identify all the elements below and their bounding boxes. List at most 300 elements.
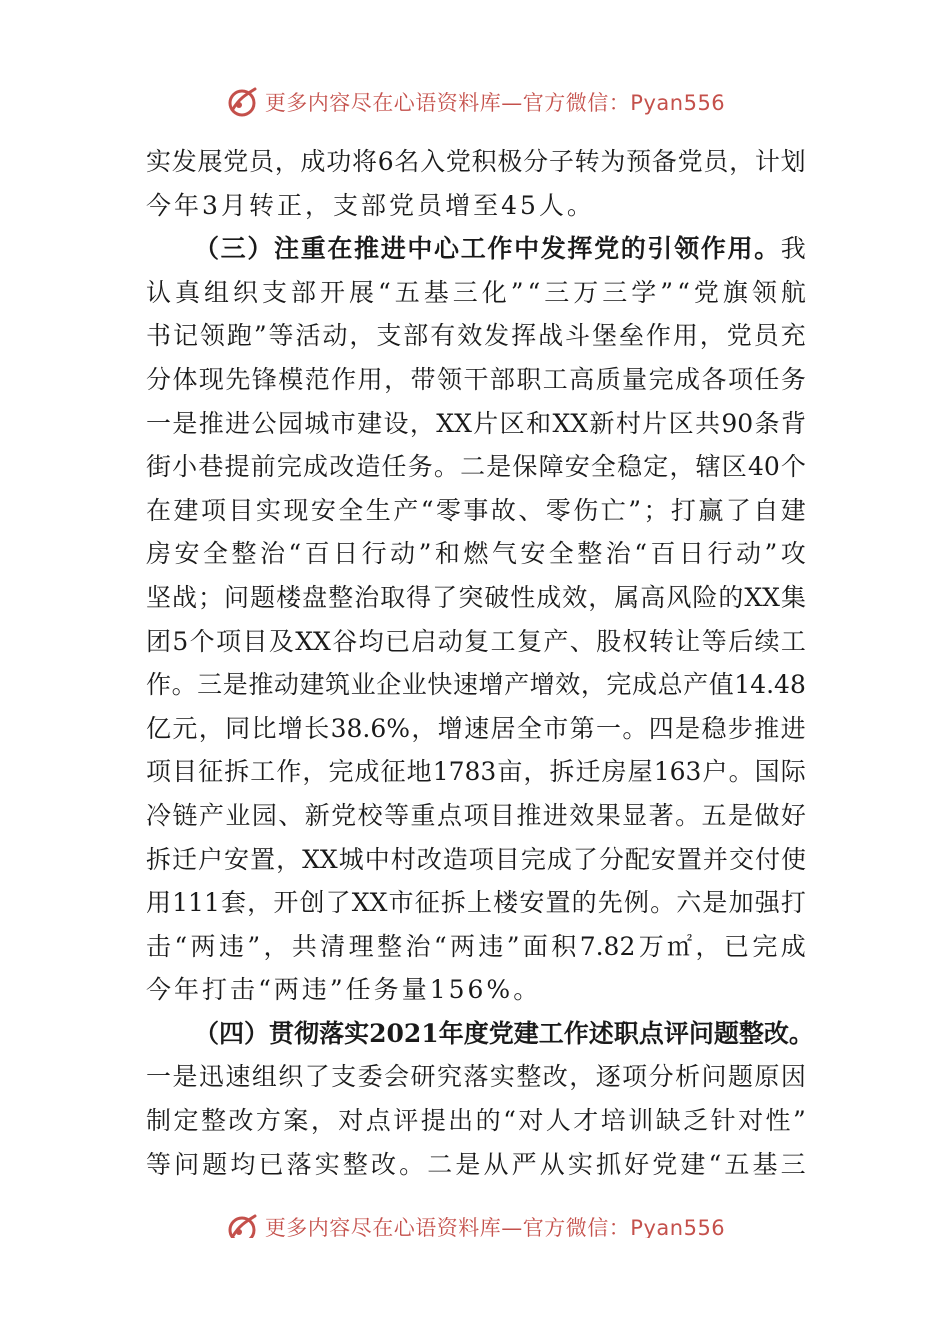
- body-text: 党: [223, 147, 249, 176]
- body-text: ，: [580, 670, 606, 700]
- body-text: 成: [546, 844, 572, 874]
- body-text: 等: [384, 800, 410, 830]
- body-text: 逐: [595, 1062, 621, 1092]
- body-text: 领: [199, 321, 225, 351]
- section-heading-text: 。: [788, 1018, 814, 1048]
- body-text: 冷: [146, 800, 172, 830]
- body-text: 先: [597, 888, 623, 918]
- section-heading-text: 实: [344, 1018, 370, 1048]
- body-text: “: [503, 1106, 516, 1136]
- body-text: 权: [622, 626, 648, 656]
- body-text: ，: [276, 844, 302, 874]
- section-heading-text: 落: [319, 1018, 345, 1048]
- body-text: 针: [710, 1106, 736, 1136]
- body-text: ，: [523, 757, 549, 787]
- brush-logo-icon: [225, 1212, 259, 1238]
- body-text: 让: [675, 626, 701, 656]
- body-text: 违: [301, 975, 330, 1005]
- body-text: 分: [598, 844, 624, 874]
- body-text: 人: [538, 190, 567, 220]
- body-text: 析: [675, 1062, 701, 1092]
- body-text: 楼: [493, 888, 519, 918]
- body-text: 置: [545, 888, 571, 918]
- body-text: 得: [406, 582, 432, 612]
- body-text: 造: [355, 452, 381, 482]
- body-text: 片: [473, 408, 499, 438]
- body-text: 第: [569, 713, 595, 743]
- text-line: [146, 576, 806, 620]
- section-heading-text: （: [194, 234, 220, 264]
- body-text: 征: [198, 757, 224, 787]
- body-text: 增: [437, 713, 463, 743]
- body-text: 学: [631, 277, 657, 307]
- body-text: 任: [754, 364, 780, 394]
- text-line: [146, 620, 806, 664]
- body-text: XX: [302, 844, 338, 874]
- body-text: 开: [273, 888, 299, 918]
- body-text: 稳: [701, 713, 727, 743]
- section-heading-text: （: [194, 1018, 220, 1048]
- section-heading-text: 述: [588, 1018, 614, 1048]
- body-text: 高: [569, 364, 595, 394]
- body-text: 建: [357, 408, 383, 438]
- body-text: 并: [702, 844, 728, 874]
- body-text: 理: [348, 931, 374, 961]
- body-text: 是: [702, 888, 728, 918]
- body-text: 启: [411, 626, 437, 656]
- body-text: 亡: [600, 495, 626, 525]
- text-line: [146, 925, 806, 969]
- section-heading-text: 三: [220, 234, 246, 264]
- section-heading-text: 挥: [567, 234, 593, 264]
- body-text: 目: [228, 495, 254, 525]
- body-text: ，: [699, 321, 725, 351]
- body-text: 安: [564, 452, 590, 482]
- body-text: 职: [516, 364, 542, 394]
- body-text: 治: [354, 582, 380, 612]
- body-text: 全: [590, 452, 616, 482]
- body-text: 三: [602, 277, 628, 307]
- body-text: 是: [675, 713, 701, 743]
- section-heading-text: 作: [487, 234, 513, 264]
- body-text: 展: [197, 147, 223, 176]
- body-text: 。: [566, 190, 595, 220]
- body-text: 好: [624, 1149, 650, 1179]
- text-line: [146, 402, 806, 446]
- body-text: 链: [172, 800, 198, 830]
- body-text: 任: [345, 975, 374, 1005]
- body-text: 长: [304, 713, 330, 743]
- body-text: 整: [516, 1062, 542, 1092]
- body-text: 房: [601, 757, 627, 787]
- text-line: [146, 794, 806, 838]
- body-text: 违: [478, 931, 504, 961]
- body-text: ”: [793, 1106, 806, 1136]
- body-text: 股: [596, 626, 622, 656]
- body-text: 行: [707, 539, 733, 569]
- body-text: 子: [548, 147, 574, 176]
- body-text: 成: [354, 757, 380, 787]
- body-text: 气: [491, 539, 517, 569]
- body-text: 复: [516, 626, 542, 656]
- body-text: 问: [701, 1062, 727, 1092]
- body-text: 征: [380, 757, 406, 787]
- body-text: 高: [640, 582, 666, 612]
- body-text: 同: [225, 713, 251, 743]
- body-text: 区: [499, 408, 525, 438]
- body-text: 项: [216, 626, 242, 656]
- body-text: 共: [695, 408, 721, 438]
- body-text: 部: [291, 277, 317, 307]
- body-text: 日: [333, 539, 359, 569]
- body-text: 造: [442, 844, 468, 874]
- body-text: 积: [551, 931, 577, 961]
- body-text: ”: [510, 277, 524, 307]
- body-text: 五: [701, 800, 727, 830]
- body-text: 置: [250, 844, 276, 874]
- body-text: 动: [390, 539, 416, 569]
- body-text: 业: [401, 670, 427, 700]
- body-text: 部: [403, 321, 429, 351]
- body-text: 显: [622, 800, 648, 830]
- body-text: ，: [263, 931, 289, 961]
- text-line: [146, 184, 806, 228]
- body-text: 模: [278, 364, 304, 394]
- body-text: 产: [198, 800, 224, 830]
- body-text: 党: [693, 277, 719, 307]
- body-text: 作: [331, 364, 357, 394]
- body-text: 。: [675, 800, 701, 830]
- body-text: ㎡: [667, 931, 693, 961]
- body-text: 二: [427, 1149, 453, 1179]
- body-text: 产: [393, 495, 419, 525]
- body-text: 房: [146, 539, 172, 569]
- body-text: 动: [437, 626, 463, 656]
- body-text: 行: [361, 539, 387, 569]
- body-text: 点: [365, 1106, 391, 1136]
- body-text: 党: [726, 321, 752, 351]
- body-text: 四: [648, 713, 674, 743]
- body-text: 两: [190, 931, 216, 961]
- section-heading-text: 2021: [369, 1018, 439, 1048]
- text-line: [146, 881, 806, 925]
- body-text: 5: [172, 626, 189, 656]
- body-text: 改: [542, 1062, 568, 1092]
- body-text: 二: [460, 452, 486, 482]
- body-text: 国: [754, 757, 780, 787]
- body-text: 及: [268, 626, 294, 656]
- body-text: 一: [146, 1062, 172, 1092]
- body-text: 项: [200, 495, 226, 525]
- body-text: 建: [680, 1149, 706, 1179]
- body-text: 推: [248, 670, 274, 700]
- body-text: 强: [754, 888, 780, 918]
- body-text: 7.82: [579, 931, 636, 961]
- body-text: 有: [430, 321, 456, 351]
- body-text: 增: [529, 670, 555, 700]
- body-text: 题: [202, 1149, 228, 1179]
- section-heading-text: 推: [354, 234, 380, 264]
- body-text: ”: [506, 931, 520, 961]
- section-heading-text: 度: [463, 1018, 489, 1048]
- body-text: 、: [569, 626, 595, 656]
- body-text: 领: [751, 277, 777, 307]
- body-text: 实: [489, 1062, 515, 1092]
- body-text: “: [258, 975, 274, 1005]
- body-text: 自: [753, 495, 779, 525]
- body-text: 风: [666, 582, 692, 612]
- body-text: 乏: [683, 1106, 709, 1136]
- body-text: 击: [146, 931, 172, 961]
- body-text: 了: [304, 1062, 330, 1092]
- body-text: 整: [231, 539, 257, 569]
- body-text: 完: [328, 757, 354, 787]
- section-heading-text: 题: [713, 1018, 739, 1048]
- body-text: 两: [273, 975, 302, 1005]
- body-text: 元: [172, 713, 198, 743]
- body-text: 作: [276, 757, 302, 787]
- body-text: 基: [752, 1149, 778, 1179]
- body-text: “: [527, 277, 541, 307]
- body-text: 迁: [172, 844, 198, 874]
- body-text: XX: [351, 888, 388, 918]
- body-text: 整: [377, 931, 403, 961]
- body-text: 化: [481, 277, 507, 307]
- body-text: 生: [365, 495, 391, 525]
- body-text: 跑: [226, 321, 252, 351]
- body-text: 项: [622, 1062, 648, 1092]
- body-text: 。: [171, 670, 197, 700]
- body-text: 动: [735, 539, 761, 569]
- section-heading-text: 作: [700, 234, 726, 264]
- body-text: 方: [255, 1106, 281, 1136]
- body-text: 111: [172, 888, 220, 918]
- body-text: 转: [574, 147, 600, 176]
- body-text: 题: [250, 582, 276, 612]
- body-text: 等: [701, 626, 727, 656]
- body-text: 量: [622, 364, 648, 394]
- body-text: 城: [304, 408, 330, 438]
- section-heading-text: 彻: [294, 1018, 320, 1048]
- body-text: 挥: [511, 321, 537, 351]
- section-heading-text: 建: [513, 1018, 539, 1048]
- body-text: 支: [262, 277, 288, 307]
- body-text: 全: [516, 713, 542, 743]
- body-text: 发: [484, 321, 510, 351]
- body-text: “: [378, 277, 391, 307]
- body-text: 90: [721, 408, 754, 438]
- body-text: 巷: [198, 452, 224, 482]
- body-text: 改: [228, 1106, 254, 1136]
- body-text: “: [677, 277, 690, 307]
- body-text: 培: [600, 1106, 626, 1136]
- body-text: 年: [174, 190, 203, 220]
- section-heading-text: 的: [620, 234, 646, 264]
- body-text: 险: [692, 582, 718, 612]
- body-text: 作: [645, 321, 671, 351]
- body-text: 锋: [251, 364, 277, 394]
- body-text: 领: [436, 364, 462, 394]
- body-text: 旗: [722, 277, 748, 307]
- body-text: 产: [543, 626, 569, 656]
- body-text: 建: [780, 495, 806, 525]
- body-text: 做: [754, 800, 780, 830]
- body-text: 目: [489, 800, 515, 830]
- body-text: 是: [486, 452, 512, 482]
- section-heading-text: 引: [647, 234, 673, 264]
- body-text: 体: [172, 364, 198, 394]
- body-text: 迁: [575, 757, 601, 787]
- body-text: 部: [361, 190, 390, 220]
- body-text: 成: [631, 670, 657, 700]
- section-heading-text: 中: [514, 234, 540, 264]
- body-text: 年: [174, 975, 203, 1005]
- text-line: [146, 707, 806, 751]
- body-text: ”: [247, 931, 261, 961]
- body-text: 居: [490, 713, 516, 743]
- body-text: 提: [224, 452, 250, 482]
- body-text: 共: [291, 931, 317, 961]
- body-text: 范: [304, 364, 330, 394]
- body-text: 定: [643, 452, 669, 482]
- body-text: 作: [146, 670, 172, 700]
- body-text: 均: [358, 626, 384, 656]
- body-text: 性: [765, 1106, 791, 1136]
- body-text: 对: [738, 1106, 764, 1136]
- body-text: 会: [384, 1062, 410, 1092]
- body-text: 用: [357, 364, 383, 394]
- text-line: [146, 271, 806, 315]
- section-heading-text: 注: [274, 234, 300, 264]
- header-watermark: [0, 82, 950, 122]
- body-text: 安: [224, 844, 250, 874]
- body-text: 建: [173, 495, 199, 525]
- body-text: ”: [418, 539, 432, 569]
- section-heading-text: 工: [538, 1018, 564, 1048]
- body-text: 今: [146, 190, 175, 220]
- body-text: 前: [250, 452, 276, 482]
- body-text: 三: [197, 670, 223, 700]
- body-text: 基: [423, 277, 449, 307]
- text-line: [146, 227, 806, 271]
- body-text: 户: [198, 844, 224, 874]
- body-text: 值: [708, 670, 734, 700]
- body-text: 的: [475, 1106, 501, 1136]
- body-text: 整: [328, 582, 354, 612]
- body-text: 问: [174, 1149, 200, 1179]
- body-text: 正: [276, 190, 305, 220]
- body-text: 改: [416, 844, 442, 874]
- body-text: 对: [338, 1106, 364, 1136]
- body-text: 楼: [276, 582, 302, 612]
- body-text: 均: [230, 1149, 256, 1179]
- body-text: 3: [202, 190, 221, 220]
- body-text: 新: [304, 800, 330, 830]
- body-text: 提: [420, 1106, 446, 1136]
- body-text: 党: [677, 147, 703, 176]
- body-text: 进: [780, 713, 806, 743]
- body-text: ，: [729, 147, 755, 176]
- body-text: 和: [526, 408, 552, 438]
- body-text: 属: [614, 582, 640, 612]
- body-text: 新: [589, 408, 615, 438]
- text-line: [146, 1143, 806, 1187]
- body-text: 增: [478, 670, 504, 700]
- body-text: 加: [728, 888, 754, 918]
- body-text: 一: [146, 408, 172, 438]
- body-text: “: [433, 931, 447, 961]
- body-text: 百: [650, 539, 676, 569]
- body-text: 后: [728, 626, 754, 656]
- body-text: 亿: [146, 713, 172, 743]
- section-heading-text: 进: [380, 234, 406, 264]
- body-text: 实: [314, 1149, 340, 1179]
- body-text: 障: [538, 452, 564, 482]
- body-text: 屋: [627, 757, 653, 787]
- body-text: 工: [542, 364, 568, 394]
- text-line: [146, 838, 806, 882]
- body-text: 效: [457, 321, 483, 351]
- body-text: 严: [511, 1149, 537, 1179]
- body-text: 亩: [497, 757, 523, 787]
- body-text: 评: [393, 1106, 419, 1136]
- body-text: 展: [349, 277, 375, 307]
- body-text: 突: [458, 582, 484, 612]
- body-text: 我: [780, 234, 806, 264]
- brush-logo-icon: [225, 85, 259, 119]
- body-text: 转: [248, 190, 277, 220]
- body-text: 比: [251, 713, 277, 743]
- body-text: 用: [672, 321, 698, 351]
- body-text: 六: [676, 888, 702, 918]
- body-text: 拆: [224, 757, 250, 787]
- body-text: 性: [510, 582, 536, 612]
- body-text: 村: [615, 408, 641, 438]
- body-text: 项: [727, 364, 753, 394]
- body-text: 。: [728, 757, 754, 787]
- body-text: 人: [545, 1106, 571, 1136]
- body-text: 堡: [591, 321, 617, 351]
- body-text: 园: [251, 800, 277, 830]
- body-text: 团: [146, 626, 172, 656]
- body-text: 工: [490, 626, 516, 656]
- body-text: 区: [668, 408, 694, 438]
- body-text: 务: [780, 364, 806, 394]
- body-text: 斗: [565, 321, 591, 351]
- body-text: ，: [669, 452, 695, 482]
- body-text: 进: [225, 408, 251, 438]
- body-text: 果: [595, 800, 621, 830]
- body-text: 完: [276, 452, 302, 482]
- body-text: 盘: [302, 582, 328, 612]
- body-text: 对: [518, 1106, 544, 1136]
- body-text: 是: [222, 670, 248, 700]
- body-text: “: [708, 1149, 722, 1179]
- body-text: 缺: [655, 1106, 681, 1136]
- body-text: 两: [449, 931, 475, 961]
- body-text: 整: [577, 539, 603, 569]
- body-text: 月: [220, 190, 249, 220]
- body-text: 际: [780, 757, 806, 787]
- body-text: 、: [518, 495, 544, 525]
- body-text: 破: [484, 582, 510, 612]
- body-text: “: [634, 539, 648, 569]
- body-text: 三: [452, 277, 478, 307]
- body-text: 的: [571, 888, 597, 918]
- body-text: 完: [752, 931, 778, 961]
- body-text: 完: [520, 844, 546, 874]
- body-text: 面: [522, 931, 548, 961]
